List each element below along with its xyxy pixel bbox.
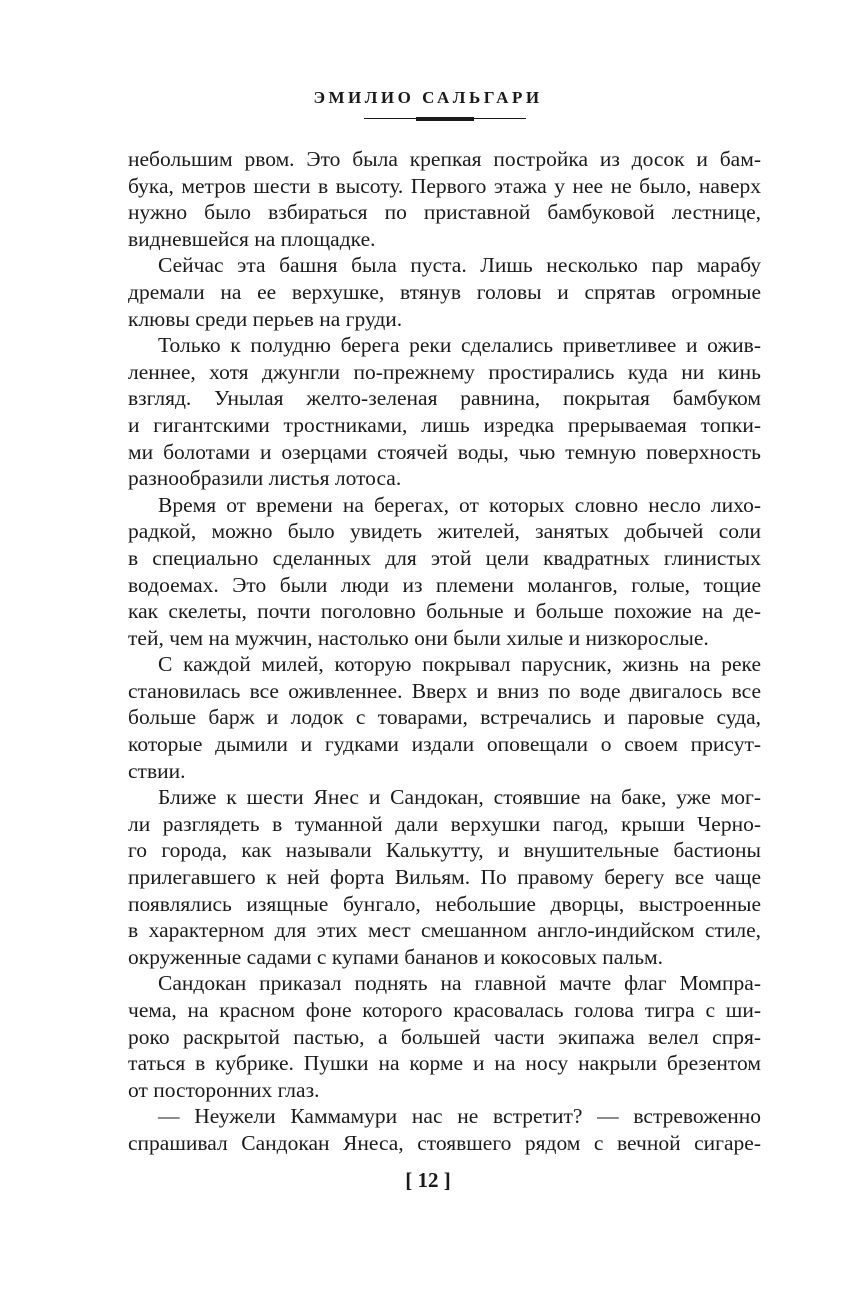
text-line: больше барж и лодок с товарами, встречались и паровые суда,: [128, 705, 761, 730]
text-line: — Неужели Каммамури нас не встретит? — встревоженно: [158, 1104, 761, 1129]
text-line: окруженные садами с купами бананов и кокосовых пальм.: [128, 944, 663, 969]
text-line: клювы среди перьев на груди.: [128, 306, 403, 331]
text-line: спрашивал Сандокан Янеса, стоявшего рядом с вечной сигаре-: [128, 1130, 761, 1155]
text-line: видневшейся на площадке.: [128, 226, 376, 251]
text-line: тей, чем на мужчин, настолько они были хилые и низкорослые.: [128, 625, 709, 650]
text-line: ли разглядеть в туманной дали верхушки пагод, крыши Черно-: [128, 811, 761, 836]
text-line: и гигантскими тростниками, лишь изредка прерываемая топки-: [128, 412, 761, 437]
text-line: дремали на ее верхушке, втянув головы и спрятав огромные: [128, 279, 761, 304]
running-title: ЭМИЛИО САЛЬГАРИ: [313, 88, 543, 107]
text-line: в специально сделанных для этой цели квадратных глинистых: [128, 545, 761, 570]
text-line: от посторонних глаз.: [128, 1077, 320, 1102]
text-line: появлялись изящные бунгало, небольшие дворцы, выстроенные: [128, 891, 761, 916]
text-line: взгляд. Унылая желто-зеленая равнина, покрытая бамбуком: [128, 386, 761, 411]
text-line: чема, на красном фоне которого красовалась голова тигра с ши-: [128, 998, 761, 1022]
text-line: ми болотами и озерцами стоячей воды, чью темную поверхность: [128, 439, 761, 464]
text-line: бука, метров шести в высоту. Первого этажа у нее не было, наверх: [128, 173, 761, 198]
text-line: небольшим рвом. Это была крепкая постройка из досок и бам-: [128, 147, 761, 171]
text-line: Ближе к шести Янес и Сандокан, стоявшие на баке, уже мог-: [158, 785, 761, 810]
text-line: Время от времени на берегах, от которых словно несло лихо-: [158, 492, 761, 517]
text-line: таться в кубрике. Пушки на корме и на носу накрыли брезентом: [128, 1051, 761, 1076]
text-line: в характерном для этих мест смешанном англо-индийском стиле,: [128, 918, 761, 943]
text-line: радкой, можно было увидеть жителей, занятых добычей соли: [128, 519, 761, 544]
text-line: леннее, хотя джунгли по-прежнему простирались куда ни кинь: [128, 359, 761, 384]
text-line: ствии.: [128, 758, 186, 783]
text-line: становилась все оживленнее. Вверх и вниз по воде двигалось все: [128, 678, 761, 703]
text-line: Сандокан приказал поднять на главной мачте флаг Момпра-: [158, 971, 761, 996]
text-line: нужно было взбираться по приставной бамбуковой лестнице,: [128, 200, 761, 225]
text-line: как скелеты, почти поголовно больные и больше похожие на де-: [128, 599, 761, 624]
text-line: го города, как называли Калькутту, и внушительные бастионы: [128, 838, 761, 863]
text-line: Сейчас эта башня была пуста. Лишь несколько пар марабу: [158, 253, 761, 278]
text-line: Только к полудню берега реки сделались приветливее и ожив-: [158, 333, 761, 358]
page-number: [ 12 ]: [405, 1168, 451, 1192]
text-line: прилегавшего к ней форта Вильям. По правому берегу все чаще: [128, 865, 761, 890]
text-line: С каждой милей, которую покрывал парусник, жизнь на реке: [158, 652, 761, 677]
text-line: водоемах. Это были люди из племени молангов, голые, тощие: [128, 572, 761, 597]
text-line: которые дымили и гудками издали оповещали о своем присут-: [128, 732, 761, 757]
header-rule-ornament: [416, 117, 474, 121]
body-text: [128, 146, 761, 1157]
text-line: разнообразили листья лотоса.: [128, 466, 402, 491]
text-line: роко раскрытой пастью, а большей части экипажа велел спря-: [128, 1024, 761, 1049]
